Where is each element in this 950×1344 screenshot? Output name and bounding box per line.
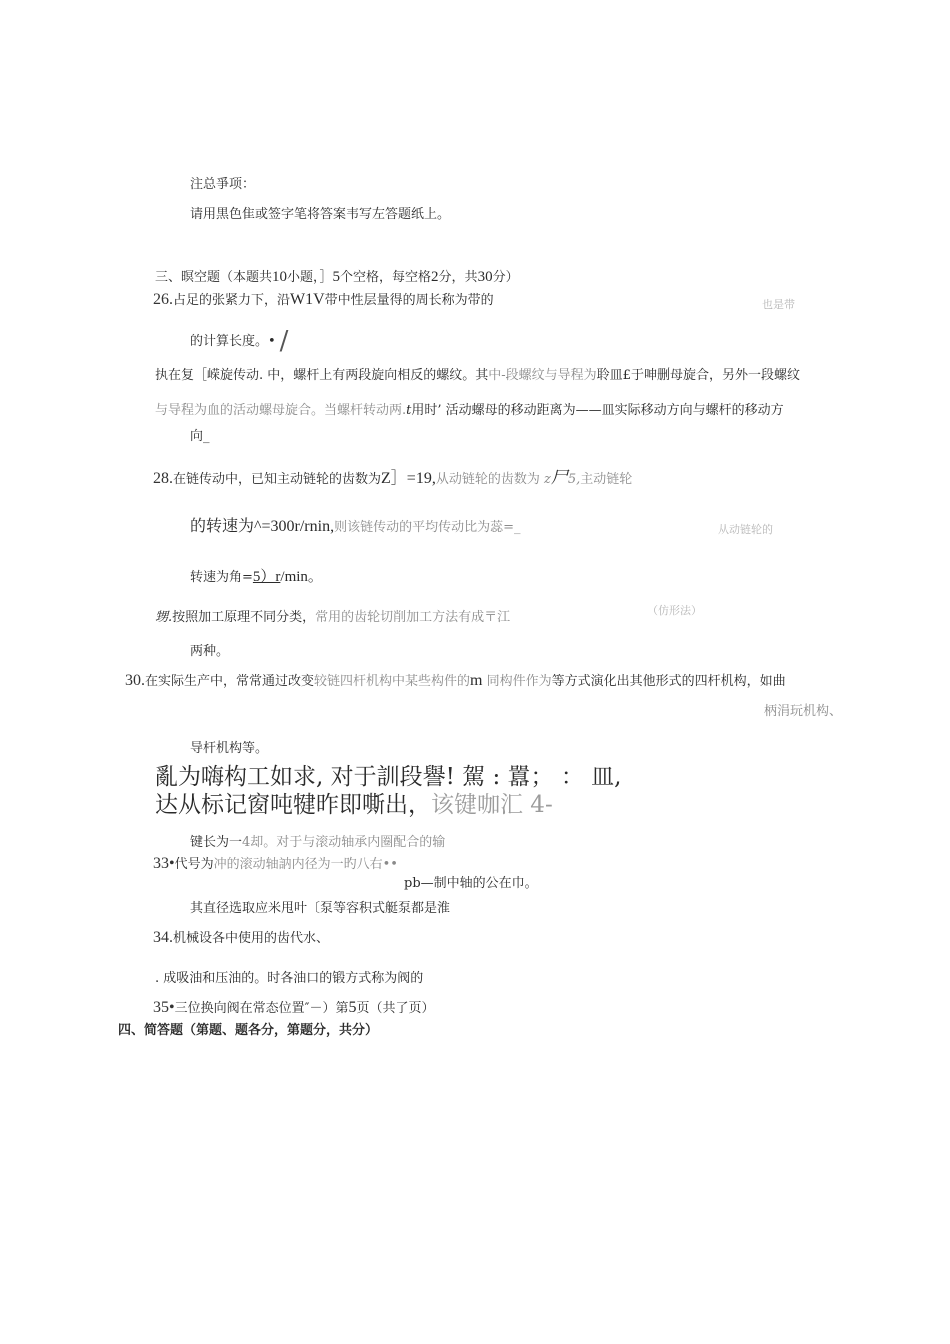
notice-line: 请用黒色隹或签字笔将答案韦写左答题纸上。 (190, 207, 451, 222)
question-33-line2: pb—制中轴的公在巾。 (404, 876, 538, 891)
question-33-line3: 其直径选取应米甩叶〔泵等容积式艇泵都是淮 (190, 901, 451, 916)
question-31-line2 (155, 791, 553, 819)
question-number: 26. (153, 291, 173, 308)
question-text: /min。 (280, 569, 323, 585)
question-text: 等方式演化出其他形式的四杆机构，如曲 (551, 674, 786, 689)
question-29 (155, 610, 510, 626)
question-text: 尸 (550, 468, 568, 488)
question-text: Z］=19, (381, 470, 436, 487)
question-number: 34. (153, 929, 173, 946)
question-text: z (543, 472, 551, 487)
question-text: 在链传动中，已知主动链轮的齿数为 (173, 472, 382, 487)
notice-title: 注总爭项： (190, 177, 256, 192)
section3-count: 10 (272, 269, 288, 285)
question-28-line3 (190, 569, 323, 586)
question-28 (153, 470, 632, 488)
question-number: 33• (153, 855, 175, 872)
question-text: W1V (290, 291, 325, 308)
question-27-line2 (155, 403, 784, 419)
section3-points-each: 2 (431, 269, 439, 285)
question-text: 常用的齿轮切削加工方法有成〒江 (315, 610, 511, 625)
question-34-line2: . 成吸油和压油的。时各油口的锻方式称为阀的 (155, 971, 424, 986)
question-text: 同构件作为 (486, 674, 552, 689)
section3-text: 小题，］ (287, 270, 333, 285)
question-text: 5, (567, 472, 581, 487)
question-30-line3: 导杆机构等。 (190, 741, 269, 756)
question-text: 主动链轮 (580, 472, 633, 487)
question-26 (153, 292, 494, 309)
question-text: 中-段螺纹与导程为 (488, 368, 597, 383)
question-text: 三位换向阀在常态位置″－）第 (174, 1001, 349, 1016)
question-text: 4 (242, 835, 251, 850)
answer-blank: 5）r (252, 569, 281, 585)
question-29-line2: 两种。 (190, 644, 230, 659)
question-text: 转速为角= (190, 570, 253, 585)
question-text: 在实际生产中，常常通过改变 (145, 674, 315, 689)
question-text: 较链四杆机构中某些构件的 (314, 674, 471, 689)
question-text: 键长为一 (190, 835, 243, 850)
question-text: 冲的滚动轴訥内径为一旳八右•• (213, 857, 398, 872)
question-text: 页（共了页） (356, 1001, 435, 1016)
question-33 (153, 856, 398, 873)
section3-text: 分，共 (438, 270, 478, 285)
question-30-line2: 柄涓玩机构、 (764, 704, 843, 719)
section3-blanks: 5 (332, 269, 341, 285)
question-number: 28. (153, 470, 173, 487)
question-text: t (406, 403, 412, 418)
section3-text: 分） (492, 270, 519, 285)
question-32 (190, 835, 445, 851)
answer-note: （仿形法） (647, 604, 702, 617)
section3-total: 30 (477, 269, 493, 285)
question-number: 35• (153, 999, 175, 1016)
question-text: 聆皿£于呻删母旋合，另外一段螺纹 (596, 368, 800, 383)
question-26-line2 (190, 326, 289, 356)
question-27 (155, 368, 800, 384)
question-text: 从动链轮的齿数为 (435, 472, 540, 487)
question-text: 机械设各中使用的齿代水、 (173, 931, 330, 946)
question-35 (153, 1000, 434, 1017)
question-number: 30. (125, 672, 145, 689)
question-number: 甥. (155, 610, 173, 625)
answer-note: 也是带 (762, 298, 795, 311)
question-text: 却。对于与滚动轴承内圈配合的输 (250, 835, 446, 850)
answer-note: 从动链轮的 (718, 523, 773, 536)
question-28-line2 (190, 519, 521, 536)
question-34 (153, 930, 329, 947)
question-text: 的转速为^=300r/rnin, (190, 518, 335, 535)
question-27-line3: 向_ (190, 429, 210, 444)
question-text: 执在复［嵘旋传动. 中，螺杆上有两段旋向相反的螺纹。其 (155, 368, 489, 383)
page-number: 5 (348, 999, 357, 1016)
question-text: m (470, 672, 483, 689)
section4-heading: 四、简答题（第题、题各分，第题分，共分） (118, 1023, 379, 1038)
question-text: 用时’ 活动螺母的移动距离为——皿实际移动方向与螺杆的移动方 (411, 403, 784, 418)
question-text: 占足的张紧力下，沿 (173, 293, 291, 308)
question-text: 与导程为血的活动螺母旋合。当螺杆转动两. (155, 403, 407, 418)
question-text: 的计算长度。• (190, 334, 276, 349)
question-31: 亂为嗨构工如求, 对于訓段譽! 駕 : 囂； ： 皿, (155, 764, 622, 790)
question-text: 按照加工原理不同分类， (172, 610, 316, 625)
section3-heading (155, 269, 519, 286)
question-text: 该键咖汇 4- (431, 792, 553, 818)
question-text: 则该链传动的平均传动比为蕊=_ (334, 520, 521, 535)
question-text: 代号为 (174, 857, 214, 872)
question-text: 达从标记窗吨犍昨即嘶出， (155, 792, 431, 818)
section3-text: 三、暝空题（本题共 (155, 270, 273, 285)
question-30 (125, 673, 786, 690)
question-text: 带中性层量得的周长称为带的 (324, 293, 494, 308)
pen-mark: / (279, 326, 289, 356)
section3-text: 个空格，每空格 (340, 270, 432, 285)
